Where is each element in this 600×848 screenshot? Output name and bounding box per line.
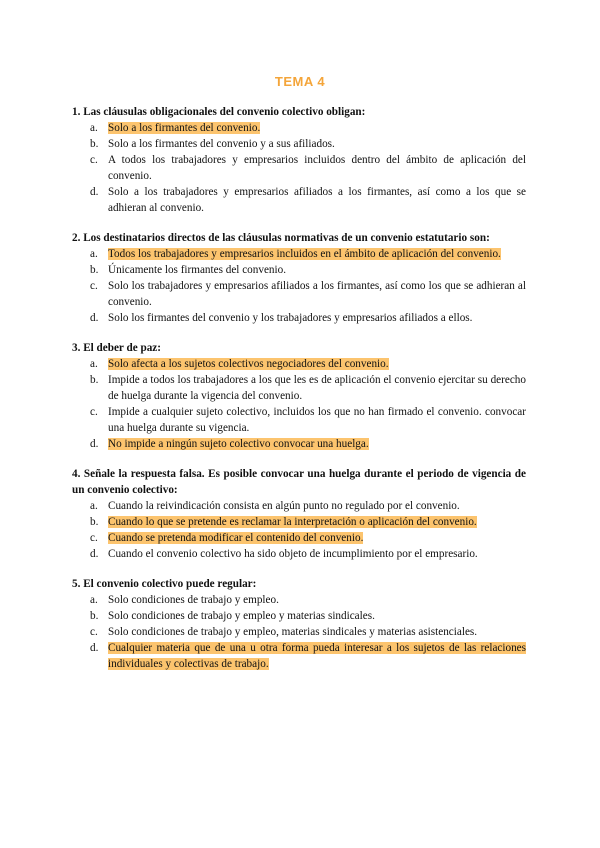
option-text: Impide a cualquier sujeto colectivo, incluidos los que no han firmado el convenio. convocar una huelga durante su vigencia. [108, 406, 526, 434]
option-letter: a. [90, 358, 98, 370]
question-5 [72, 576, 526, 672]
answer-option [72, 262, 526, 278]
option-letter: b. [90, 610, 99, 622]
option-text: Solo a los firmantes del convenio y a sus afiliados. [108, 138, 335, 150]
option-letter: c. [90, 406, 98, 418]
highlighted-option-text: Solo a los firmantes del convenio. [108, 122, 261, 134]
highlighted-option-text: No impide a ningún sujeto colectivo convocar una huelga. [108, 438, 369, 450]
option-text: Solo los firmantes del convenio y los trabajadores y empresarios afiliados a ellos. [108, 312, 473, 324]
option-letter: a. [90, 248, 98, 260]
question-text: 1. Las cláusulas obligacionales del convenio colectivo obligan: [72, 106, 366, 118]
answer-options [72, 356, 526, 452]
option-letter: c. [90, 154, 98, 166]
option-letter: b. [90, 138, 99, 150]
option-letter: b. [90, 374, 99, 386]
option-text: Únicamente los firmantes del convenio. [108, 264, 287, 276]
answer-option [72, 372, 526, 404]
option-letter: d. [90, 438, 99, 450]
option-letter: d. [90, 312, 99, 324]
answer-options [72, 592, 526, 672]
highlighted-option-text: Cuando se pretenda modificar el contenido del convenio. [108, 532, 364, 544]
option-text: Impide a todos los trabajadores a los que les es de aplicación el convenio ejercitar su derecho de huelga durante la vigencia del convenio. [108, 374, 526, 402]
option-letter: b. [90, 516, 99, 528]
page-title: TEMA 4 [274, 74, 326, 89]
answer-option [72, 624, 526, 640]
question-text: 5. El convenio colectivo puede regular: [72, 578, 257, 590]
option-text: Solo condiciones de trabajo y empleo y materias sindicales. [108, 610, 375, 622]
option-letter: d. [90, 548, 99, 560]
answer-options [72, 120, 526, 216]
answer-option [72, 278, 526, 310]
question-3 [72, 340, 526, 452]
option-letter: c. [90, 532, 98, 544]
option-letter: d. [90, 642, 99, 654]
option-text: Cuando el convenio colectivo ha sido objeto de incumplimiento por el empresario. [108, 548, 478, 560]
answer-option [72, 246, 526, 262]
option-letter: c. [90, 280, 98, 292]
answer-option [72, 404, 526, 436]
answer-option [72, 546, 526, 562]
option-text: Solo condiciones de trabajo y empleo. [108, 594, 279, 606]
question-2 [72, 230, 526, 326]
highlighted-option-text: Todos los trabajadores y empresarios incluidos en el ámbito de aplicación del convenio. [108, 248, 501, 260]
answer-option [72, 640, 526, 672]
option-text: Solo condiciones de trabajo y empleo, materias sindicales y materias asistenciales. [108, 626, 478, 638]
highlighted-option-text: Cualquier materia que de una u otra forma pueda interesar a los sujetos de las relaciones individuales y colectivas de trabajo. [108, 642, 526, 670]
answer-option [72, 184, 526, 216]
question-4 [72, 466, 526, 562]
answer-option [72, 356, 526, 372]
answer-option [72, 530, 526, 546]
answer-option [72, 310, 526, 326]
answer-options [72, 246, 526, 326]
highlighted-option-text: Solo afecta a los sujetos colectivos negociadores del convenio. [108, 358, 389, 370]
answer-option [72, 152, 526, 184]
answer-option [72, 120, 526, 136]
answer-options [72, 498, 526, 562]
option-letter: a. [90, 122, 98, 134]
answer-option [72, 608, 526, 624]
answer-option [72, 514, 526, 530]
question-text: 2. Los destinatarios directos de las cláusulas normativas de un convenio estatutario son: [72, 232, 490, 244]
option-text: Solo a los trabajadores y empresarios afiliados a los firmantes, así como a los que se adhieran al convenio. [108, 186, 526, 214]
question-text: 3. El deber de paz: [72, 342, 161, 354]
option-letter: a. [90, 594, 98, 606]
option-letter: d. [90, 186, 99, 198]
highlighted-option-text: Cuando lo que se pretende es reclamar la interpretación o aplicación del convenio. [108, 516, 477, 528]
answer-option [72, 592, 526, 608]
option-letter: a. [90, 500, 98, 512]
answer-option [72, 498, 526, 514]
answer-option [72, 136, 526, 152]
question-1 [72, 104, 526, 216]
option-letter: c. [90, 626, 98, 638]
question-list [72, 104, 526, 686]
question-text: 4. Señale la respuesta falsa. Es posible convocar una huelga durante el periodo de vigencia de un convenio colectivo: [72, 468, 526, 496]
option-letter: b. [90, 264, 99, 276]
option-text: Solo los trabajadores y empresarios afiliados a los firmantes, así como los que se adhieran al convenio. [108, 280, 526, 308]
option-text: A todos los trabajadores y empresarios incluidos dentro del ámbito de aplicación del convenio. [108, 154, 526, 182]
option-text: Cuando la reivindicación consista en algún punto no regulado por el convenio. [108, 500, 460, 512]
answer-option [72, 436, 526, 452]
